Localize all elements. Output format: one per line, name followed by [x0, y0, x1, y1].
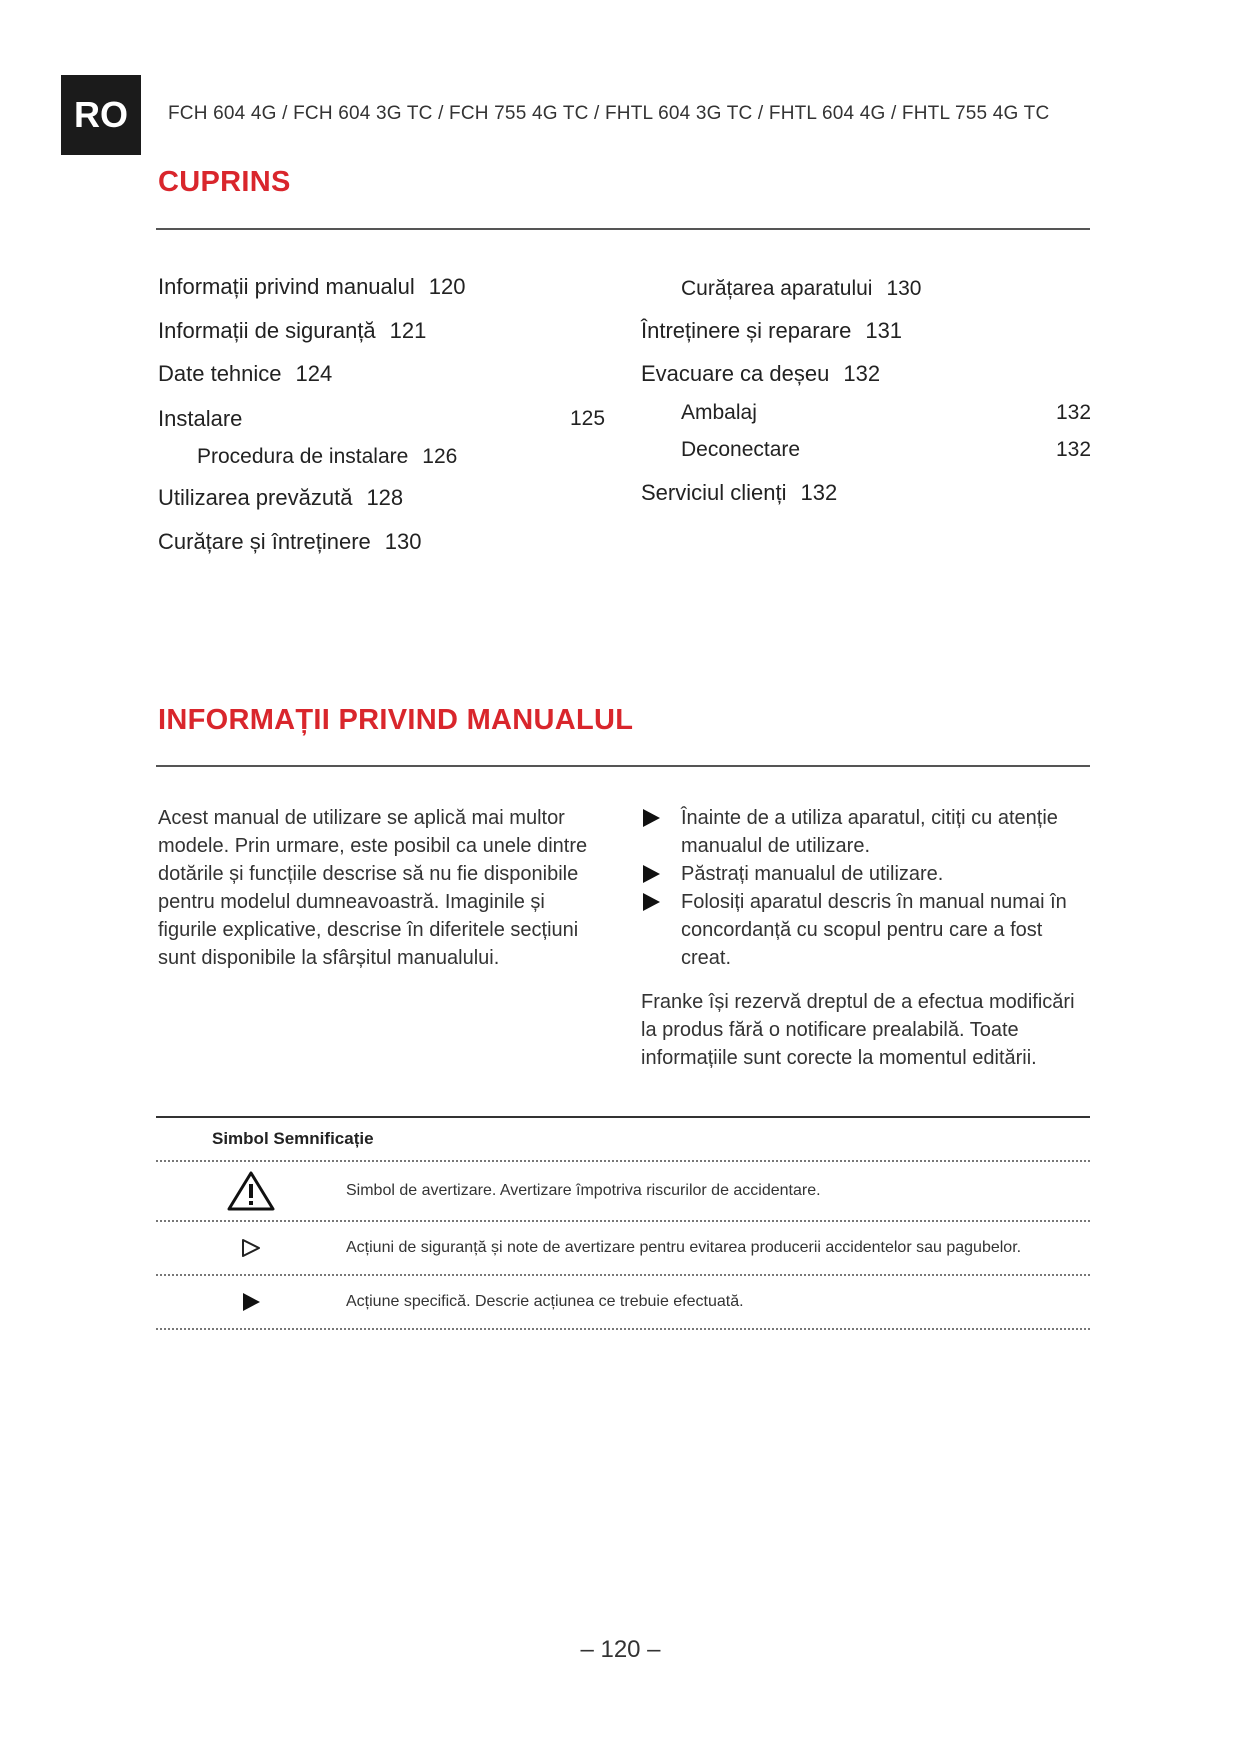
symbol-cell [156, 1291, 346, 1313]
row-divider [156, 1328, 1090, 1330]
toc-entry-label: Instalare [158, 406, 243, 431]
symbol-row [156, 1162, 1090, 1220]
toc-entry-page: 126 [422, 445, 458, 468]
toc-entry[interactable] [158, 529, 421, 555]
symbol-meaning: Simbol de avertizare. Avertizare împotriva riscurilor de accidentare. [346, 1182, 821, 1199]
toc-divider [156, 228, 1090, 230]
filled-play-icon [643, 893, 660, 911]
toc-entry-page: 132 [1056, 438, 1092, 461]
toc-title: CUPRINS [158, 166, 291, 198]
toc-entry[interactable] [158, 406, 242, 432]
toc-entry-label: Evacuare ca deșeu [641, 361, 830, 386]
toc-entry-page: 130 [886, 277, 922, 300]
list-item-text: Folosiți aparatul descris în manual numai în concordanță cu scopul pentru care a fost creat. [681, 891, 1067, 969]
toc-entry-label: Informații de siguranță [158, 318, 376, 343]
toc-entry-page: 128 [366, 485, 404, 510]
toc-subentry[interactable] [681, 401, 757, 425]
list-item [643, 860, 1093, 888]
filled-play-icon [643, 865, 660, 883]
symbol-cell [156, 1237, 346, 1259]
toc-subentry[interactable] [681, 438, 800, 462]
toc-entry-page: 132 [800, 480, 838, 505]
toc-entry[interactable] [158, 361, 332, 387]
toc-entry-label: Întreținere și reparare [641, 318, 852, 343]
toc-entry[interactable] [158, 274, 466, 300]
toc-entry[interactable] [158, 318, 426, 344]
symbol-row [156, 1276, 1090, 1328]
manual-notice-text: Franke își rezervă dreptul de a efectua modificări la produs fără o notificare prealabilă. Toate informațiile sunt corecte la momentul editării. [641, 991, 1075, 1069]
toc-entry-label: Serviciul clienți [641, 480, 787, 505]
symbol-row [156, 1222, 1090, 1274]
toc-entry-page: 131 [865, 318, 903, 343]
toc-entry-page: 130 [384, 529, 422, 554]
toc-entry-label: Utilizarea prevăzută [158, 485, 353, 510]
symbol-table-header: Simbol Semnificație [212, 1129, 374, 1148]
toc-entry-label: Date tehnice [158, 361, 282, 386]
manual-info-title: INFORMAȚII PRIVIND MANUALUL [158, 704, 634, 736]
toc-entry[interactable] [641, 318, 902, 344]
toc-entry-page: 132 [843, 361, 881, 386]
toc-entry[interactable] [158, 485, 403, 511]
model-list: FCH 604 4G / FCH 604 3G TC / FCH 755 4G TC / FHTL 604 3G TC / FHTL 604 4G / FHTL 755 4G TC [168, 103, 1050, 124]
manual-intro-text: Acest manual de utilizare se aplică mai multor modele. Prin urmare, este posibil ca unele dintre dotările și funcțiile descrise să nu fie disponibile pentru modelul dumneavoastră. Imaginile și figurile explicative, descrise în diferitele secțiuni sunt disponibile la sfârșitul manualului. [158, 807, 588, 969]
toc-entry-label: Curățare și întreținere [158, 529, 371, 554]
toc-subentry[interactable] [197, 445, 457, 469]
manual-instruction-list [643, 804, 1093, 972]
manual-info-divider [156, 765, 1090, 767]
toc-entry-page: 125 [570, 407, 606, 430]
toc-subentry[interactable] [681, 277, 922, 301]
list-item [643, 888, 1093, 972]
language-badge: RO [61, 75, 141, 155]
outline-play-icon [240, 1237, 262, 1259]
toc-entry-label: Curățarea aparatului [681, 277, 873, 300]
page-number: – 120 – [580, 1636, 661, 1663]
toc-entry-page: 124 [295, 361, 333, 386]
symbol-cell [156, 1170, 346, 1212]
list-item-text: Păstrați manualul de utilizare. [681, 863, 944, 885]
filled-play-icon [240, 1291, 262, 1313]
symbol-meaning: Acțiune specifică. Descrie acțiunea ce trebuie efectuată. [346, 1293, 744, 1310]
toc-entry-label: Deconectare [681, 438, 801, 461]
symbol-meaning: Acțiuni de siguranță și note de avertizare pentru evitarea producerii accidentelor sau pagubelor. [346, 1239, 1022, 1256]
toc-entry-label: Informații privind manualul [158, 274, 415, 299]
toc-entry-label: Ambalaj [681, 401, 757, 424]
toc-entry-page: 121 [389, 318, 427, 343]
filled-play-icon [643, 809, 660, 827]
toc-entry[interactable] [641, 480, 837, 506]
symbol-table [156, 1116, 1090, 1330]
toc-entry-label: Procedura de instalare [197, 445, 409, 468]
list-item-text: Înainte de a utiliza aparatul, citiți cu atenție manualul de utilizare. [681, 807, 1058, 857]
toc-entry-page: 120 [428, 274, 466, 299]
toc-entry-page: 132 [1056, 401, 1092, 424]
list-item [643, 804, 1093, 860]
warning-triangle-icon [226, 1170, 276, 1212]
toc-entry[interactable] [641, 361, 880, 387]
